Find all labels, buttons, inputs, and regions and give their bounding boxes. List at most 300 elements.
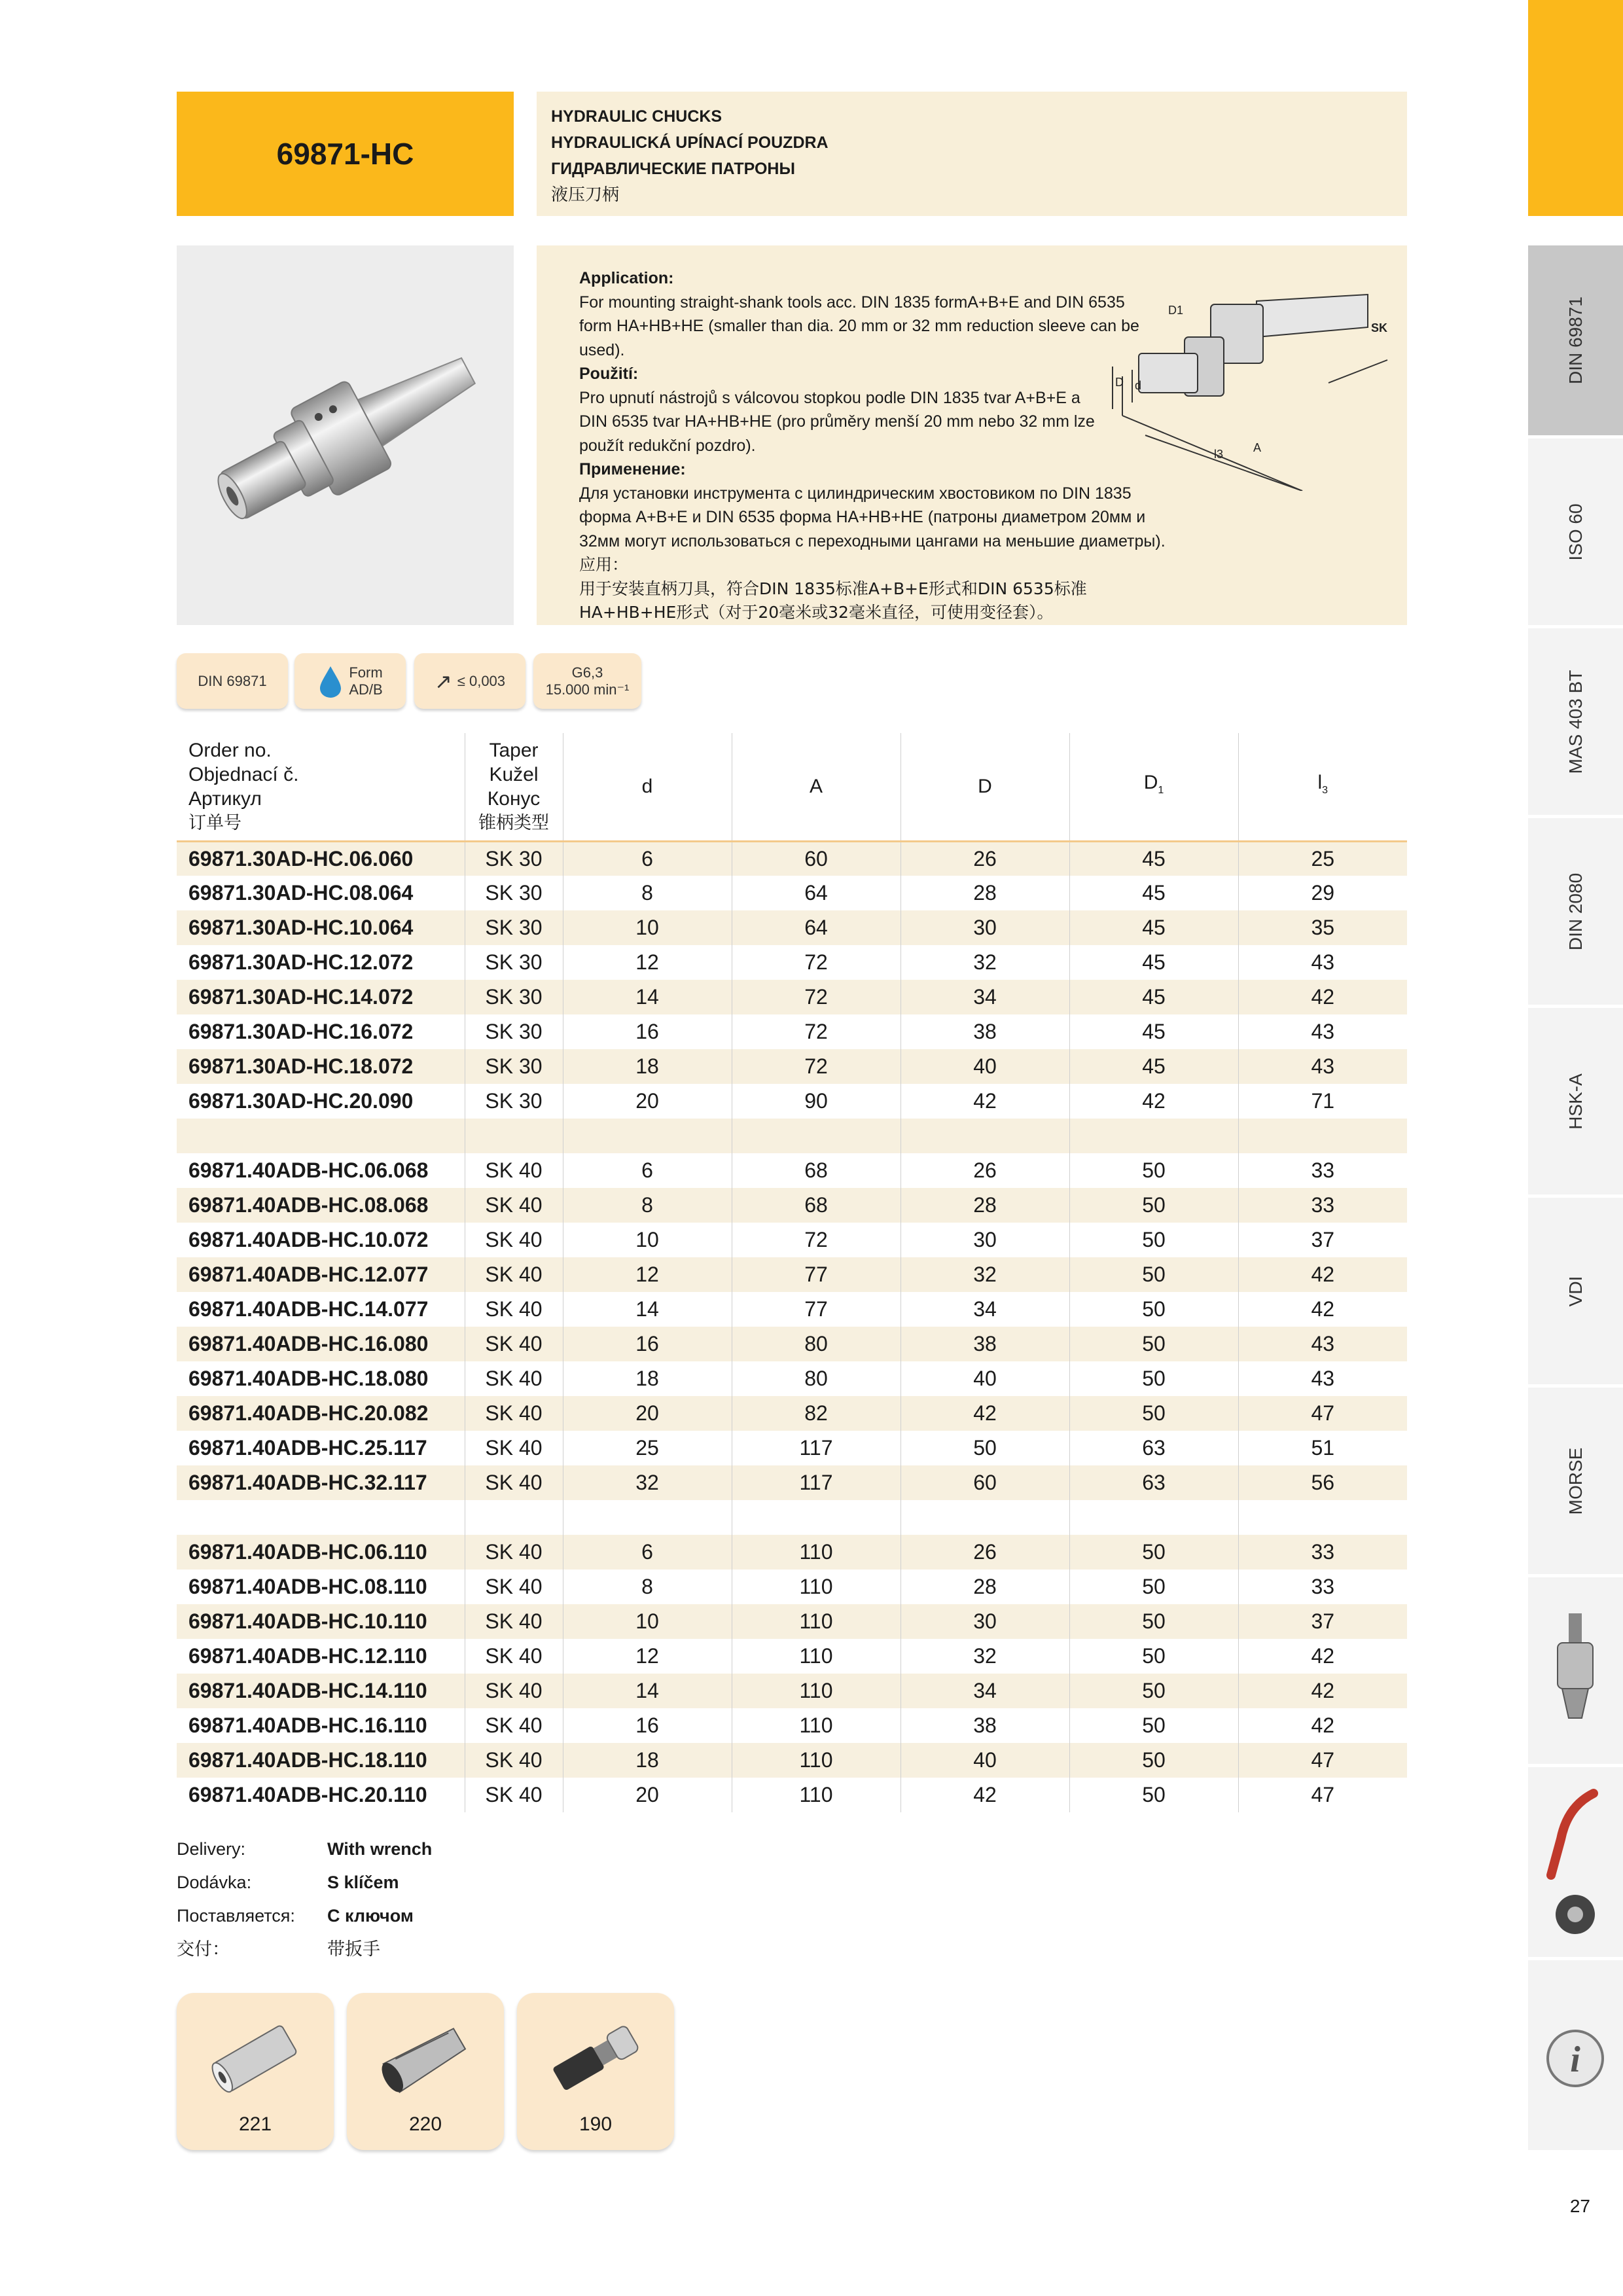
cell-D — [901, 1119, 1069, 1153]
cell-D: 32 — [901, 1257, 1069, 1292]
cell-order-no: 69871.30AD-HC.14.072 — [177, 980, 465, 1014]
cell-l3: 33 — [1311, 1575, 1335, 1598]
cell-l3 — [1238, 1119, 1407, 1153]
cell-order-no: 69871.40ADB-HC.14.077 — [177, 1292, 465, 1327]
application-text-cz: Pro upnutí nástrojů s válcovou stopkou podle DIN 1835 tvar A+B+E a DIN 6535 tvar HA+HB+HE (pro průměry menší 20 mm nebo 32 mm lze použít redukční pozdro). — [579, 388, 1095, 455]
cell-order-no: 69871.40ADB-HC.12.110 — [177, 1639, 465, 1674]
header-taper-en: Taper — [489, 739, 539, 761]
cell-A: 110 — [732, 1674, 901, 1708]
cell-d: 20 — [563, 1084, 732, 1119]
cell-D1: 63 — [1069, 1465, 1238, 1500]
cell-l3: 43 — [1311, 1020, 1335, 1043]
table-spacer-row — [177, 1500, 1407, 1535]
cell-l3: 47 — [1311, 1783, 1335, 1806]
cell-taper: SK 30 — [465, 910, 563, 945]
cell-A: 77 — [732, 1257, 901, 1292]
cell-D: 26 — [901, 1535, 1069, 1570]
sidebar-item-iso-60[interactable] — [1528, 439, 1623, 625]
table-spacer-row — [177, 1119, 1407, 1153]
cell-l3: 43 — [1238, 1049, 1407, 1084]
cell-D: 26 — [901, 1153, 1069, 1188]
table-row — [177, 1257, 1407, 1292]
cell-A: 110 — [732, 1743, 901, 1778]
table-row — [177, 1153, 1407, 1188]
table-row — [177, 841, 1407, 876]
header-taper-cz: Kužel — [489, 763, 539, 785]
cell-D1: 50 — [1069, 1639, 1238, 1674]
cell-l3: 42 — [1238, 1674, 1407, 1708]
cell-D1: 45 — [1069, 910, 1238, 945]
cell-D1: 50 — [1069, 1674, 1238, 1708]
sidebar-item-label: VDI — [1565, 1276, 1586, 1306]
cell-taper: SK 40 — [465, 1223, 563, 1257]
table-row — [177, 1049, 1407, 1084]
cell-taper: SK 30 — [465, 980, 563, 1014]
cell-taper: SK 30 — [465, 1014, 563, 1049]
cell-A: 80 — [732, 1327, 901, 1361]
table-row — [177, 1535, 1407, 1570]
cell-taper: SK 30 — [465, 841, 563, 876]
sidebar-item-label: DIN 69871 — [1565, 296, 1586, 384]
cell-l3: 42 — [1311, 1297, 1335, 1321]
header-l3-main: l — [1317, 772, 1323, 794]
table-row — [177, 980, 1407, 1014]
cell-D: 42 — [901, 1084, 1069, 1119]
cell-A: 64 — [732, 910, 901, 945]
cell-taper: SK 40 — [465, 1570, 563, 1604]
header-l3 — [1238, 733, 1407, 841]
application-panel — [537, 245, 1407, 625]
table-row — [177, 1292, 1407, 1327]
delivery-label: Delivery: — [177, 1839, 246, 1859]
header-d: d — [563, 733, 732, 841]
sidebar-item-wrenches[interactable] — [1528, 1767, 1623, 1957]
cell-l3: 33 — [1238, 1535, 1407, 1570]
cell-A — [732, 1119, 901, 1153]
table-row — [177, 1778, 1407, 1812]
table-row — [177, 1327, 1407, 1361]
cell-d: 6 — [563, 1153, 732, 1188]
cell-A: 82 — [732, 1396, 901, 1431]
sidebar-item-hsk-a[interactable] — [1528, 1008, 1623, 1194]
cell-D: 34 — [901, 1674, 1069, 1708]
balance-badge-line2: 15.000 min⁻¹ — [545, 681, 630, 698]
cell-D: 28 — [901, 876, 1069, 910]
cell-A: 110 — [732, 1708, 901, 1743]
cell-order-no: 69871.40ADB-HC.06.110 — [177, 1535, 465, 1570]
header-taper-cn: 锥柄类型 — [478, 812, 549, 833]
cell-D1: 50 — [1069, 1361, 1238, 1396]
cell-D1: 50 — [1069, 1257, 1238, 1292]
cell-d: 32 — [563, 1465, 732, 1500]
application-label-cn: 应用： — [579, 555, 629, 574]
cell-d: 8 — [563, 876, 732, 910]
delivery-value: С ключом — [327, 1906, 414, 1926]
table-row — [177, 1570, 1407, 1604]
cell-D1: 50 — [1069, 1604, 1238, 1639]
cell-d: 12 — [563, 945, 732, 980]
cell-A: 60 — [732, 841, 901, 876]
cell-D1: 50 — [1069, 1396, 1238, 1431]
cell-d: 10 — [563, 910, 732, 945]
cell-D: 50 — [901, 1431, 1069, 1465]
cell-D: 40 — [901, 1743, 1069, 1778]
sidebar-navigation — [1528, 0, 1623, 2160]
title-box — [537, 92, 1407, 216]
cell-order-no — [177, 1500, 465, 1535]
cell-order-no: 69871.30AD-HC.20.090 — [177, 1084, 465, 1119]
delivery-row — [177, 1833, 432, 1866]
cell-D1 — [1069, 1500, 1238, 1535]
header-l3-sub: 3 — [1322, 785, 1329, 797]
cell-D1: 50 — [1069, 1223, 1238, 1257]
form-badge-line1: Form — [349, 664, 383, 681]
sidebar-item-morse[interactable] — [1528, 1388, 1623, 1574]
cell-A: 64 — [732, 876, 901, 910]
cell-A: 72 — [732, 980, 901, 1014]
accessory-number: 221 — [238, 2113, 272, 2135]
cell-order-no: 69871.40ADB-HC.20.110 — [177, 1778, 465, 1812]
sidebar-item-mas-403-bt[interactable] — [1528, 628, 1623, 815]
cell-D: 28 — [901, 1570, 1069, 1604]
diagram-label-l3: l3 — [1214, 448, 1224, 461]
delivery-label: Dodávka: — [177, 1873, 252, 1892]
cell-D: 42 — [901, 1396, 1069, 1431]
title-cn: 液压刀柄 — [551, 185, 620, 205]
info-icon — [1528, 1960, 1623, 2150]
product-code: 69871-HC — [276, 137, 414, 171]
sidebar-item-label: HSK-A — [1565, 1073, 1586, 1130]
cell-A — [732, 1500, 901, 1535]
cell-l3: 42 — [1238, 980, 1407, 1014]
cell-D: 40 — [901, 1049, 1069, 1084]
table-row — [177, 1674, 1407, 1708]
delivery-label: Поставляется: — [177, 1906, 295, 1926]
cell-taper: SK 40 — [465, 1153, 563, 1188]
header-order-cn: 订单号 — [188, 812, 241, 833]
cell-taper: SK 30 — [465, 945, 563, 980]
cell-A: 110 — [732, 1535, 901, 1570]
header-order-ru: Артикул — [188, 787, 262, 810]
table-row — [177, 945, 1407, 980]
sidebar-item-din-2080[interactable] — [1528, 818, 1623, 1005]
diagram-label-sk: SK — [1371, 321, 1388, 334]
cell-A: 68 — [732, 1153, 901, 1188]
cell-d: 8 — [563, 1188, 732, 1223]
cell-D: 38 — [901, 1708, 1069, 1743]
cell-l3: 43 — [1311, 950, 1335, 974]
page-number: 27 — [1569, 2196, 1590, 2216]
cell-d: 12 — [563, 1639, 732, 1674]
cell-order-no: 69871.40ADB-HC.06.068 — [177, 1153, 465, 1188]
cell-taper — [465, 1119, 563, 1153]
cell-D: 38 — [901, 1014, 1069, 1049]
cell-D: 30 — [901, 1223, 1069, 1257]
cell-D: 42 — [901, 1778, 1069, 1812]
cell-d: 20 — [563, 1778, 732, 1812]
application-label-cz: Použití: — [579, 365, 639, 383]
cell-A: 80 — [732, 1361, 901, 1396]
cell-l3: 42 — [1238, 1257, 1407, 1292]
cell-order-no: 69871.40ADB-HC.16.080 — [177, 1327, 465, 1361]
cell-l3: 56 — [1238, 1465, 1407, 1500]
cell-D: 28 — [901, 1188, 1069, 1223]
cell-taper: SK 40 — [465, 1604, 563, 1639]
title-en: HYDRAULIC CHUCKS — [551, 107, 722, 126]
cell-l3: 51 — [1311, 1436, 1335, 1460]
cell-order-no: 69871.40ADB-HC.08.110 — [177, 1570, 465, 1604]
cell-D1: 50 — [1069, 1708, 1238, 1743]
sidebar-item-label: ISO 60 — [1565, 503, 1586, 561]
cell-D1: 45 — [1069, 945, 1238, 980]
cell-D1: 45 — [1069, 980, 1238, 1014]
cell-A: 72 — [732, 1223, 901, 1257]
header-D: D — [901, 733, 1069, 841]
cell-taper: SK 40 — [465, 1396, 563, 1431]
cell-l3: 33 — [1238, 1188, 1407, 1223]
cell-d: 14 — [563, 1292, 732, 1327]
svg-text:i: i — [1570, 2039, 1580, 2080]
header-taper-ru: Конус — [487, 787, 541, 810]
cell-d: 25 — [563, 1431, 732, 1465]
sidebar-item-vdi[interactable] — [1528, 1198, 1623, 1384]
form-badge — [294, 653, 406, 709]
cell-order-no: 69871.40ADB-HC.10.110 — [177, 1604, 465, 1639]
cell-D: 38 — [901, 1327, 1069, 1361]
cell-d: 18 — [563, 1361, 732, 1396]
runout-arrow-icon: ↗ — [434, 669, 452, 693]
cell-taper: SK 40 — [465, 1674, 563, 1708]
cell-d: 18 — [563, 1743, 732, 1778]
application-text-en: For mounting straight-shank tools acc. DIN 1835 formA+B+E and DIN 6535 form HA+HB+HE (smaller than dia. 20 mm or 32 mm reduction sleeve can be used). — [579, 293, 1139, 359]
cell-d: 20 — [563, 1396, 732, 1431]
cell-A: 72 — [732, 1014, 901, 1049]
cell-d — [563, 1500, 732, 1535]
cell-D: 32 — [901, 1639, 1069, 1674]
sidebar-item-info[interactable] — [1528, 1960, 1623, 2150]
cell-A: 72 — [732, 945, 901, 980]
title-cz: HYDRAULICKÁ UPÍNACÍ POUZDRA — [551, 134, 829, 152]
cell-order-no: 69871.30AD-HC.10.064 — [177, 910, 465, 945]
cell-order-no: 69871.30AD-HC.08.064 — [177, 876, 465, 910]
balance-badge — [533, 653, 641, 709]
cell-taper: SK 40 — [465, 1639, 563, 1674]
delivery-value: 带扳手 — [327, 1939, 380, 1960]
pull-stud-icon — [543, 2013, 648, 2104]
cell-taper: SK 40 — [465, 1361, 563, 1396]
table-row — [177, 1014, 1407, 1049]
cell-l3: 47 — [1238, 1396, 1407, 1431]
cell-l3: 33 — [1311, 1158, 1335, 1182]
cell-order-no: 69871.40ADB-HC.18.110 — [177, 1743, 465, 1778]
cell-d: 16 — [563, 1327, 732, 1361]
cell-taper: SK 40 — [465, 1292, 563, 1327]
cell-l3 — [1238, 1500, 1407, 1535]
header-taper — [465, 733, 563, 841]
sidebar-item-din-69871[interactable] — [1528, 245, 1623, 435]
product-photo — [177, 245, 514, 625]
cell-order-no: 69871.40ADB-HC.25.117 — [177, 1431, 465, 1465]
cell-l3: 29 — [1311, 881, 1335, 905]
din-badge-label: DIN 69871 — [198, 672, 267, 689]
header-order-en: Order no. — [188, 739, 272, 761]
cell-D1: 50 — [1069, 1743, 1238, 1778]
table-row — [177, 1431, 1407, 1465]
application-text-cn: 用于安装直柄刀具，符合DIN 1835标准A+B+E形式和DIN 6535标准HA+HB+HE形式（对于20毫米或32毫米直径，可使用变径套）。 — [579, 579, 1087, 622]
dimension-diagram — [1106, 275, 1400, 491]
title-ru: ГИДРАВЛИЧЕСКИЕ ПАТРОНЫ — [551, 160, 795, 178]
header-D1-main: D — [1143, 772, 1158, 794]
cell-order-no: 69871.40ADB-HC.12.077 — [177, 1257, 465, 1292]
cell-order-no: 69871.40ADB-HC.10.072 — [177, 1223, 465, 1257]
sidebar-item-label: MAS 403 BT — [1565, 670, 1586, 774]
table-row — [177, 876, 1407, 910]
drill-chuck-icon — [1528, 1577, 1623, 1764]
cell-taper: SK 30 — [465, 1049, 563, 1084]
cell-order-no: 69871.40ADB-HC.16.110 — [177, 1708, 465, 1743]
table-row — [177, 1361, 1407, 1396]
cell-taper: SK 40 — [465, 1431, 563, 1465]
reduction-sleeve-icon — [203, 2013, 308, 2104]
cell-order-no — [177, 1119, 465, 1153]
cell-A: 72 — [732, 1049, 901, 1084]
sidebar-item-drill-chucks[interactable] — [1528, 1577, 1623, 1764]
cell-d — [563, 1119, 732, 1153]
cell-order-no: 69871.40ADB-HC.08.068 — [177, 1188, 465, 1223]
cell-d: 8 — [563, 1570, 732, 1604]
delivery-row — [177, 1899, 432, 1933]
cell-d: 10 — [563, 1223, 732, 1257]
hydraulic-chuck-image — [177, 245, 514, 625]
cell-D: 30 — [901, 1604, 1069, 1639]
cell-D1: 50 — [1069, 1535, 1238, 1570]
cell-l3: 47 — [1238, 1743, 1407, 1778]
cell-D: 32 — [901, 945, 1069, 980]
cell-A: 110 — [732, 1639, 901, 1674]
cell-d: 12 — [563, 1257, 732, 1292]
header-A: A — [732, 733, 901, 841]
cell-D — [901, 1500, 1069, 1535]
delivery-row — [177, 1933, 432, 1966]
cell-D1: 50 — [1069, 1153, 1238, 1188]
cell-l3: 35 — [1238, 910, 1407, 945]
cell-order-no: 69871.40ADB-HC.18.080 — [177, 1361, 465, 1396]
runout-badge-label: ≤ 0,003 — [457, 672, 506, 689]
cell-taper: SK 40 — [465, 1257, 563, 1292]
cell-d: 14 — [563, 980, 732, 1014]
application-label-en: Application: — [579, 269, 674, 287]
delivery-row — [177, 1866, 432, 1899]
cell-D: 30 — [901, 910, 1069, 945]
din-badge — [177, 653, 288, 709]
delivery-label: 交付： — [177, 1939, 230, 1960]
cell-order-no: 69871.40ADB-HC.14.110 — [177, 1674, 465, 1708]
sidebar-accent-block — [1528, 0, 1623, 216]
cell-l3: 25 — [1238, 841, 1407, 876]
runout-badge — [414, 653, 526, 709]
cell-A: 117 — [732, 1431, 901, 1465]
table-row — [177, 1223, 1407, 1257]
cell-D1: 42 — [1069, 1084, 1238, 1119]
cell-l3: 37 — [1238, 1604, 1407, 1639]
cell-D1: 50 — [1069, 1570, 1238, 1604]
cell-l3: 37 — [1311, 1228, 1335, 1251]
cell-D: 34 — [901, 980, 1069, 1014]
cell-order-no: 69871.40ADB-HC.20.082 — [177, 1396, 465, 1431]
cell-taper: SK 40 — [465, 1465, 563, 1500]
cell-A: 68 — [732, 1188, 901, 1223]
cell-d: 16 — [563, 1014, 732, 1049]
cell-D1: 50 — [1069, 1327, 1238, 1361]
coolant-drop-icon — [317, 665, 344, 698]
diagram-label-d: d — [1135, 379, 1142, 392]
diagram-label-D: D — [1115, 376, 1124, 389]
cell-D: 40 — [901, 1361, 1069, 1396]
table-row — [177, 1396, 1407, 1431]
cell-D1: 45 — [1069, 841, 1238, 876]
table-row — [177, 1708, 1407, 1743]
cell-D1: 63 — [1069, 1431, 1238, 1465]
cell-l3: 42 — [1311, 1713, 1335, 1737]
cell-taper: SK 40 — [465, 1743, 563, 1778]
accessory-card-pull-stud[interactable] — [517, 1993, 674, 2150]
cell-taper: SK 40 — [465, 1778, 563, 1812]
accessory-card-collet[interactable] — [347, 1993, 504, 2150]
cell-A: 77 — [732, 1292, 901, 1327]
wrench-nut-icon — [1528, 1767, 1623, 1957]
cell-taper: SK 40 — [465, 1188, 563, 1223]
cell-D1: 50 — [1069, 1188, 1238, 1223]
diagram-label-d1: D1 — [1168, 304, 1184, 317]
cell-taper: SK 30 — [465, 876, 563, 910]
cell-l3: 43 — [1238, 1327, 1407, 1361]
table-row — [177, 1639, 1407, 1674]
cell-A: 117 — [732, 1465, 901, 1500]
table-row — [177, 1604, 1407, 1639]
cell-d: 6 — [563, 841, 732, 876]
specification-table — [177, 733, 1407, 1812]
cell-taper — [465, 1500, 563, 1535]
header-order-cz: Objednací č. — [188, 763, 299, 785]
cell-order-no: 69871.40ADB-HC.32.117 — [177, 1465, 465, 1500]
table-row — [177, 1743, 1407, 1778]
cell-D: 60 — [901, 1465, 1069, 1500]
cell-l3: 42 — [1311, 1644, 1335, 1668]
cell-order-no: 69871.30AD-HC.18.072 — [177, 1049, 465, 1084]
cell-order-no: 69871.30AD-HC.16.072 — [177, 1014, 465, 1049]
header-D1 — [1069, 733, 1238, 841]
cell-d: 6 — [563, 1535, 732, 1570]
delivery-value: S klíčem — [327, 1873, 399, 1892]
application-text-ru: Для установки инструмента с цилиндрическим хвостовиком по DIN 1835 форма A+B+E и DIN 6535 форма HA+HB+HE (патроны диаметром 20мм и 32мм могут использоваться с переходными цангами на меньшие диаметры). — [579, 484, 1166, 550]
table-header-row — [177, 733, 1407, 841]
cell-d: 10 — [563, 1604, 732, 1639]
cell-D1: 45 — [1069, 876, 1238, 910]
application-label-ru: Применение: — [579, 460, 686, 478]
accessory-card-reduction-sleeve[interactable] — [177, 1993, 334, 2150]
cell-taper: SK 40 — [465, 1327, 563, 1361]
diagram-label-A: A — [1253, 441, 1262, 454]
balance-badge-line1: G6,3 — [571, 664, 603, 681]
cell-taper: SK 40 — [465, 1535, 563, 1570]
cell-l3: 71 — [1311, 1089, 1335, 1113]
table-row — [177, 910, 1407, 945]
cell-D1: 45 — [1069, 1049, 1238, 1084]
cell-d: 16 — [563, 1708, 732, 1743]
form-badge-line2: AD/B — [349, 681, 383, 698]
accessory-number: 220 — [408, 2113, 442, 2135]
delivery-value: With wrench — [327, 1839, 433, 1859]
